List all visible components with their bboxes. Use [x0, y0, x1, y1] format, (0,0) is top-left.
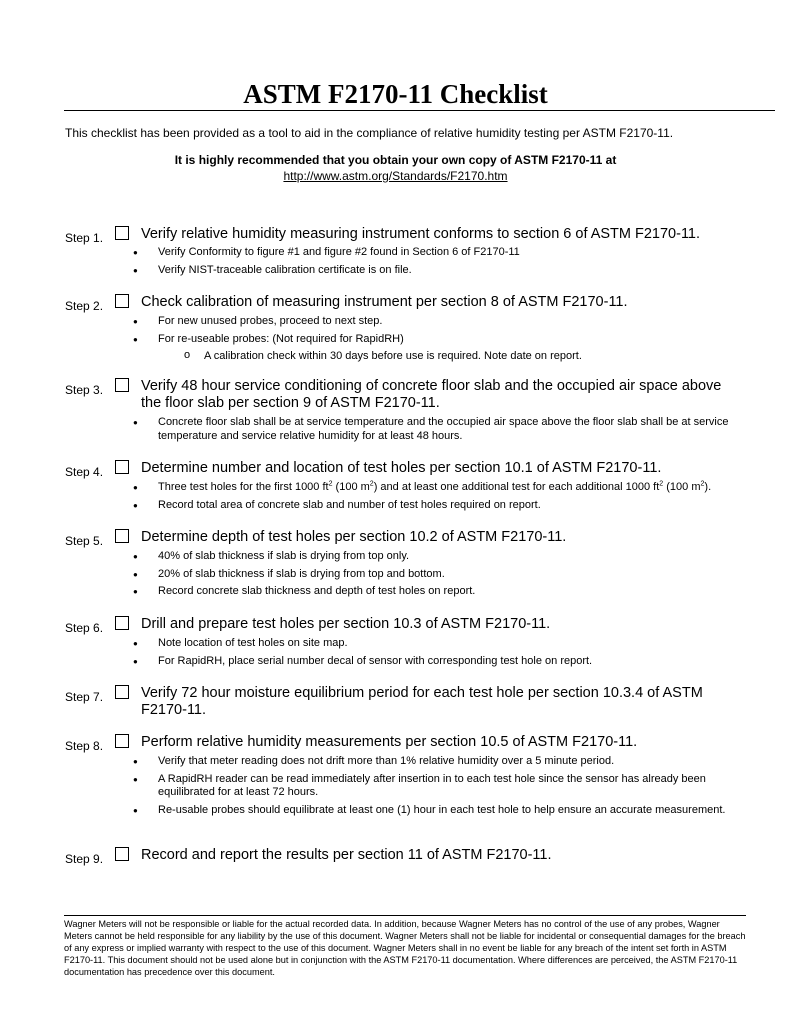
step-4-checkbox[interactable] — [115, 460, 129, 474]
list-item: ● Verify NIST-traceable calibration certificate is on file. — [0, 264, 744, 278]
step-text: Verify 48 hour service conditioning of concrete floor slab and the occupied air space above the floor slab per section 9 of ASTM F2170-11. — [141, 378, 722, 411]
step-8-checkbox[interactable] — [115, 734, 129, 748]
step-3-bullets — [0, 416, 791, 447]
list-item: ● Note location of test holes on site map. — [0, 637, 744, 651]
disclaimer: Wagner Meters will not be responsible or liable for the actual recorded data. In addition, because Wagner Meters has no control of the use of any probes, Wagner Meters cannot be held responsible for any liability by the use of this document. Wagner Meters shall not be liable for incidental or consequential damages for the breach of any express or implied warranty with respect to the use of this document. Wagner Meters shall in no event be liable for any breach of the intent set forth in ASTM F2170-11. This document should not be used alone but in conjunction with the ASTM F2170-11 documentation. Where differences are perceived, the ASTM F2170-11 documentation has precedence over this document. — [64, 919, 746, 977]
step-text: Perform relative humidity measurements per section 10.5 of ASTM F2170-11. — [141, 734, 638, 750]
step-text: Record and report the results per section 11 of ASTM F2170-11. — [141, 847, 552, 863]
list-item: ● Record concrete slab thickness and depth of test holes on report. — [0, 585, 744, 599]
recommendation — [0, 152, 791, 184]
list-item: ● For new unused probes, proceed to next step. — [0, 315, 744, 329]
step-6-checkbox[interactable] — [115, 616, 129, 630]
step-text: Determine depth of test holes per section 10.2 of ASTM F2170-11. — [141, 529, 567, 545]
step-label: Step 7. — [65, 690, 104, 704]
step-label: Step 4. — [65, 465, 104, 479]
list-item: ● Re-usable probes should equilibrate at least one (1) hour in each test hole to help ensure an accurate measurement. — [0, 804, 744, 818]
step-5-bullets — [0, 550, 791, 603]
step-text: Verify 72 hour moisture equilibrium period for each test hole per section 10.3.4 of ASTM F2170-11. — [141, 685, 703, 718]
list-item: ● 40% of slab thickness if slab is drying from top only. — [0, 550, 744, 564]
recommendation-text: It is highly recommended that you obtain your own copy of ASTM F2170-11 at — [174, 153, 617, 167]
step-7-checkbox[interactable] — [115, 685, 129, 699]
list-item: ● Record total area of concrete slab and number of test holes required on report. — [0, 499, 744, 513]
step-label: Step 6. — [65, 621, 104, 635]
step-5-checkbox[interactable] — [115, 529, 129, 543]
sub-list-item: o A calibration check within 30 days before use is required. Note date on report. — [0, 350, 764, 364]
list-item: ● A RapidRH reader can be read immediately after insertion in to each test hole since the sensor has already been equilibrated for at least 72 hours. — [0, 773, 744, 800]
step-3-checkbox[interactable] — [115, 378, 129, 392]
step-label: Step 1. — [65, 231, 104, 245]
list-item: ● Verify that meter reading does not drift more than 1% relative humidity over a 5 minute period. — [0, 755, 744, 769]
step-label: Step 3. — [65, 383, 104, 397]
page-title: ASTM F2170-11 Checklist — [243, 79, 548, 109]
step-label: Step 8. — [65, 739, 104, 753]
step-4-bullets — [0, 481, 791, 516]
list-item: ● For re-useable probes: (Not required for RapidRH) — [0, 333, 744, 347]
step-1-checkbox[interactable] — [115, 226, 129, 240]
list-item: ● Verify Conformity to figure #1 and figure #2 found in Section 6 of F2170-11 — [0, 246, 744, 260]
step-text: Check calibration of measuring instrument per section 8 of ASTM F2170-11. — [141, 294, 628, 310]
step-label: Step 5. — [65, 534, 104, 548]
step-2-checkbox[interactable] — [115, 294, 129, 308]
step-label: Step 9. — [65, 852, 104, 866]
step-text: Verify relative humidity measuring instrument conforms to section 6 of ASTM F2170-11. — [141, 226, 701, 242]
step-label: Step 2. — [65, 299, 104, 313]
step-1-bullets — [0, 246, 791, 281]
step-text: Determine number and location of test holes per section 10.1 of ASTM F2170-11. — [141, 460, 662, 476]
step-9-checkbox[interactable] — [115, 847, 129, 861]
footer-divider — [64, 915, 746, 916]
title-divider — [64, 110, 775, 111]
list-item: ● Three test holes for the first 1000 $ft^2$ (100 $m^2$) and at least one additional test for each additional 1000 $ft^2$ (100 $m^2$). — [0, 481, 744, 495]
astm-standard-link[interactable]: http://www.astm.org/Standards/F2170.htm — [283, 169, 508, 183]
intro-text: This checklist has been provided as a tool to aid in the compliance of relative humidity testing per ASTM F2170-11. — [65, 126, 674, 140]
list-item: ● 20% of slab thickness if slab is drying from top and bottom. — [0, 568, 744, 582]
step-text: Drill and prepare test holes per section 10.3 of ASTM F2170-11. — [141, 616, 551, 632]
step-8-bullets — [0, 755, 791, 821]
list-item: ● For RapidRH, place serial number decal of sensor with corresponding test hole on report. — [0, 655, 744, 669]
list-item: ● Concrete floor slab shall be at service temperature and the occupied air space above the floor slab shall be at service temperature and service relative humidity for at least 48 hours. — [0, 416, 744, 443]
step-2-bullets — [0, 315, 791, 368]
step-6-bullets — [0, 637, 791, 672]
